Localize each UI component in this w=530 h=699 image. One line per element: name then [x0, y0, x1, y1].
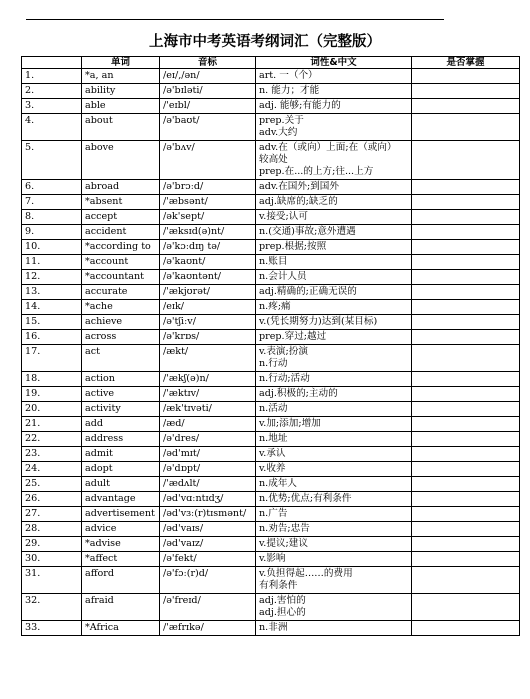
table-row — [22, 417, 520, 432]
table-row — [22, 99, 520, 114]
word-cell: accident — [82, 225, 160, 240]
phonetic-cell: /eɪk/ — [160, 300, 256, 315]
table-row — [22, 255, 520, 270]
meaning-cell — [256, 567, 412, 594]
row-number-cell: 3. — [22, 99, 82, 114]
phonetic-cell: /ə'dɒpt/ — [160, 462, 256, 477]
phonetic-cell: /ə'fɔː(r)d/ — [160, 567, 256, 594]
column-header-number — [22, 57, 82, 69]
row-number-cell: 25. — [22, 477, 82, 492]
mastered-cell — [412, 285, 520, 300]
mastered-cell — [412, 114, 520, 141]
table-row — [22, 462, 520, 477]
mastered-cell — [412, 345, 520, 372]
table-row — [22, 141, 520, 180]
phonetic-cell: /əd'vaɪs/ — [160, 522, 256, 537]
mastered-cell — [412, 300, 520, 315]
table-header-row — [22, 57, 520, 69]
table-row — [22, 537, 520, 552]
meaning-line: v.加;添加;增加 — [259, 418, 321, 429]
row-number-cell: 28. — [22, 522, 82, 537]
mastered-cell — [412, 507, 520, 522]
row-number-cell: 9. — [22, 225, 82, 240]
meaning-cell — [256, 594, 412, 621]
column-header-meaning: 词性&中文 — [256, 57, 412, 69]
phonetic-cell: /əd'mɪt/ — [160, 447, 256, 462]
row-number-cell: 22. — [22, 432, 82, 447]
meaning-cell — [256, 240, 412, 255]
mastered-cell — [412, 621, 520, 636]
phonetic-cell: /æk'tɪvəti/ — [160, 402, 256, 417]
meaning-line: n.行动 — [259, 358, 288, 369]
meaning-cell — [256, 210, 412, 225]
meaning-line: v.收养 — [259, 463, 286, 474]
row-number-cell: 7. — [22, 195, 82, 210]
phonetic-cell: /ək'sept/ — [160, 210, 256, 225]
phonetic-cell: /ə'fekt/ — [160, 552, 256, 567]
row-number-cell: 19. — [22, 387, 82, 402]
mastered-cell — [412, 462, 520, 477]
row-number-cell: 4. — [22, 114, 82, 141]
table-row — [22, 507, 520, 522]
phonetic-cell: /ə'freɪd/ — [160, 594, 256, 621]
meaning-line: adj.害怕的 — [259, 595, 306, 606]
table-row — [22, 621, 520, 636]
word-cell: ability — [82, 84, 160, 99]
mastered-cell — [412, 141, 520, 180]
mastered-cell — [412, 417, 520, 432]
row-number-cell: 20. — [22, 402, 82, 417]
meaning-cell — [256, 537, 412, 552]
row-number-cell: 15. — [22, 315, 82, 330]
row-number-cell: 6. — [22, 180, 82, 195]
word-cell: action — [82, 372, 160, 387]
meaning-line: adv.大约 — [259, 127, 298, 138]
meaning-line: v.表演;扮演 — [259, 346, 308, 357]
row-number-cell: 33. — [22, 621, 82, 636]
word-cell: activity — [82, 402, 160, 417]
phonetic-cell: /'eɪbl/ — [160, 99, 256, 114]
word-cell: act — [82, 345, 160, 372]
word-cell: advantage — [82, 492, 160, 507]
table-row — [22, 210, 520, 225]
meaning-cell — [256, 270, 412, 285]
meaning-line: n.劝告;忠告 — [259, 523, 310, 534]
header-rule — [26, 19, 444, 20]
table-row — [22, 387, 520, 402]
meaning-cell — [256, 522, 412, 537]
table-row — [22, 315, 520, 330]
meaning-line: 较高处 — [259, 154, 288, 165]
table-row — [22, 402, 520, 417]
phonetic-cell: /ə'baʊt/ — [160, 114, 256, 141]
table-row — [22, 84, 520, 99]
table-row — [22, 567, 520, 594]
row-number-cell: 16. — [22, 330, 82, 345]
mastered-cell — [412, 522, 520, 537]
mastered-cell — [412, 99, 520, 114]
meaning-cell — [256, 447, 412, 462]
table-row — [22, 432, 520, 447]
word-cell: abroad — [82, 180, 160, 195]
meaning-line: n.广告 — [259, 508, 288, 519]
mastered-cell — [412, 552, 520, 567]
word-cell: advertisement — [82, 507, 160, 522]
row-number-cell: 13. — [22, 285, 82, 300]
meaning-cell — [256, 477, 412, 492]
meaning-cell — [256, 417, 412, 432]
mastered-cell — [412, 330, 520, 345]
mastered-cell — [412, 432, 520, 447]
phonetic-cell: /ækt/ — [160, 345, 256, 372]
row-number-cell: 14. — [22, 300, 82, 315]
table-row — [22, 69, 520, 84]
meaning-line: v.承认 — [259, 448, 286, 459]
meaning-cell — [256, 300, 412, 315]
row-number-cell: 27. — [22, 507, 82, 522]
phonetic-cell: /əd'vɑːntɪdʒ/ — [160, 492, 256, 507]
table-row — [22, 522, 520, 537]
meaning-cell — [256, 180, 412, 195]
row-number-cell: 26. — [22, 492, 82, 507]
column-header-mastered: 是否掌握 — [412, 57, 520, 69]
word-cell: add — [82, 417, 160, 432]
phonetic-cell: /eɪ/,/ən/ — [160, 69, 256, 84]
meaning-cell — [256, 432, 412, 447]
meaning-cell — [256, 402, 412, 417]
mastered-cell — [412, 387, 520, 402]
meaning-line: adj.缺席的;缺乏的 — [259, 196, 338, 207]
phonetic-cell: /'ækjʊrət/ — [160, 285, 256, 300]
column-header-word: 单词 — [82, 57, 160, 69]
phonetic-cell: /ə'krɒs/ — [160, 330, 256, 345]
word-cell: achieve — [82, 315, 160, 330]
mastered-cell — [412, 84, 520, 99]
phonetic-cell: /'ækʃ(ə)n/ — [160, 372, 256, 387]
mastered-cell — [412, 567, 520, 594]
meaning-line: n.会计人员 — [259, 271, 307, 282]
word-cell: *affect — [82, 552, 160, 567]
table-row — [22, 594, 520, 621]
meaning-line: n.非洲 — [259, 622, 288, 633]
mastered-cell — [412, 315, 520, 330]
meaning-cell — [256, 345, 412, 372]
meaning-cell — [256, 315, 412, 330]
table-row — [22, 180, 520, 195]
table-row — [22, 300, 520, 315]
meaning-line: 有利条件 — [259, 580, 298, 591]
table-row — [22, 114, 520, 141]
phonetic-cell: /ə'kaʊnt/ — [160, 255, 256, 270]
phonetic-cell: /'æfrɪkə/ — [160, 621, 256, 636]
meaning-cell — [256, 195, 412, 210]
meaning-cell — [256, 84, 412, 99]
phonetic-cell: /'æksɪd(ə)nt/ — [160, 225, 256, 240]
phonetic-cell: /ə'dres/ — [160, 432, 256, 447]
meaning-line: n.账目 — [259, 256, 288, 267]
meaning-line: prep.在...的上方;往...上方 — [259, 166, 374, 177]
row-number-cell: 32. — [22, 594, 82, 621]
phonetic-cell: /ə'kaʊntənt/ — [160, 270, 256, 285]
phonetic-cell: /ə'tʃiːv/ — [160, 315, 256, 330]
meaning-cell — [256, 69, 412, 84]
row-number-cell: 17. — [22, 345, 82, 372]
meaning-line: n.成年人 — [259, 478, 298, 489]
meaning-line: n.疼;痛 — [259, 301, 291, 312]
row-number-cell: 29. — [22, 537, 82, 552]
meaning-line: prep.穿过;越过 — [259, 331, 327, 342]
phonetic-cell: /æd/ — [160, 417, 256, 432]
mastered-cell — [412, 69, 520, 84]
meaning-line: n.(交通)事故;意外遭遇 — [259, 226, 356, 237]
row-number-cell: 30. — [22, 552, 82, 567]
row-number-cell: 12. — [22, 270, 82, 285]
word-cell: adopt — [82, 462, 160, 477]
word-cell: across — [82, 330, 160, 345]
word-cell: *account — [82, 255, 160, 270]
mastered-cell — [412, 180, 520, 195]
table-row — [22, 285, 520, 300]
mastered-cell — [412, 477, 520, 492]
row-number-cell: 24. — [22, 462, 82, 477]
phonetic-cell: /ə'brɔːd/ — [160, 180, 256, 195]
mastered-cell — [412, 270, 520, 285]
meaning-cell — [256, 552, 412, 567]
meaning-line: n. 能力；才能 — [259, 85, 320, 96]
table-row — [22, 195, 520, 210]
meaning-line: n.地址 — [259, 433, 288, 444]
meaning-line: prep.关于 — [259, 115, 304, 126]
meaning-cell — [256, 492, 412, 507]
phonetic-cell: /ə'bɪləti/ — [160, 84, 256, 99]
word-cell: *Africa — [82, 621, 160, 636]
meaning-line: v.影响 — [259, 553, 286, 564]
meaning-line: v.提议;建议 — [259, 538, 308, 549]
table-row — [22, 447, 520, 462]
mastered-cell — [412, 225, 520, 240]
word-cell: afraid — [82, 594, 160, 621]
phonetic-cell: /'ædʌlt/ — [160, 477, 256, 492]
meaning-cell — [256, 372, 412, 387]
meaning-line: adj.精确的;正确无误的 — [259, 286, 357, 297]
mastered-cell — [412, 210, 520, 225]
meaning-line: adj. 能够;有能力的 — [259, 100, 341, 111]
table-row — [22, 330, 520, 345]
meaning-cell — [256, 99, 412, 114]
word-cell: above — [82, 141, 160, 180]
word-cell: able — [82, 99, 160, 114]
table-row — [22, 345, 520, 372]
word-cell: address — [82, 432, 160, 447]
mastered-cell — [412, 594, 520, 621]
word-cell: *a, an — [82, 69, 160, 84]
meaning-cell — [256, 225, 412, 240]
meaning-line: v.(凭长期努力)达到(某目标) — [259, 316, 378, 327]
phonetic-cell: /əd'vɜː(r)tɪsmənt/ — [160, 507, 256, 522]
table-row — [22, 477, 520, 492]
word-cell: accept — [82, 210, 160, 225]
mastered-cell — [412, 447, 520, 462]
meaning-line: v.负担得起……的费用 — [259, 568, 353, 579]
row-number-cell: 21. — [22, 417, 82, 432]
meaning-line: adj.积极的;主动的 — [259, 388, 338, 399]
word-cell: adult — [82, 477, 160, 492]
meaning-line: v.接受;认可 — [259, 211, 308, 222]
meaning-line: adv.在国外;到国外 — [259, 181, 339, 192]
word-cell: *ache — [82, 300, 160, 315]
word-cell: about — [82, 114, 160, 141]
mastered-cell — [412, 195, 520, 210]
phonetic-cell: /'æbsənt/ — [160, 195, 256, 210]
row-number-cell: 10. — [22, 240, 82, 255]
word-cell: *absent — [82, 195, 160, 210]
word-cell: accurate — [82, 285, 160, 300]
word-cell: afford — [82, 567, 160, 594]
meaning-line: n.行动;活动 — [259, 373, 310, 384]
row-number-cell: 8. — [22, 210, 82, 225]
meaning-cell — [256, 507, 412, 522]
word-cell: admit — [82, 447, 160, 462]
table-row — [22, 552, 520, 567]
meaning-line: art. 一（个） — [259, 70, 318, 81]
meaning-line: adv.在（或向）上面;在（或向） — [259, 142, 397, 153]
word-cell: *advise — [82, 537, 160, 552]
mastered-cell — [412, 492, 520, 507]
table-row — [22, 492, 520, 507]
mastered-cell — [412, 255, 520, 270]
mastered-cell — [412, 372, 520, 387]
row-number-cell: 1. — [22, 69, 82, 84]
table-row — [22, 372, 520, 387]
meaning-cell — [256, 330, 412, 345]
phonetic-cell: /ə'kɔːdɪŋ tə/ — [160, 240, 256, 255]
meaning-cell — [256, 255, 412, 270]
meaning-line: n.活动 — [259, 403, 288, 414]
table-row — [22, 270, 520, 285]
table-row — [22, 225, 520, 240]
word-cell: *accountant — [82, 270, 160, 285]
word-cell: *according to — [82, 240, 160, 255]
row-number-cell: 31. — [22, 567, 82, 594]
word-cell: active — [82, 387, 160, 402]
vocabulary-table — [21, 56, 520, 636]
mastered-cell — [412, 240, 520, 255]
meaning-cell — [256, 285, 412, 300]
meaning-cell — [256, 387, 412, 402]
word-cell: advice — [82, 522, 160, 537]
row-number-cell: 11. — [22, 255, 82, 270]
meaning-cell — [256, 621, 412, 636]
mastered-cell — [412, 537, 520, 552]
row-number-cell: 23. — [22, 447, 82, 462]
meaning-cell — [256, 114, 412, 141]
mastered-cell — [412, 402, 520, 417]
table-row — [22, 240, 520, 255]
phonetic-cell: /'æktɪv/ — [160, 387, 256, 402]
meaning-cell — [256, 462, 412, 477]
meaning-line: n.优势;优点;有利条件 — [259, 493, 352, 504]
meaning-line: adj.担心的 — [259, 607, 306, 618]
meaning-line: prep.根据;按照 — [259, 241, 327, 252]
row-number-cell: 2. — [22, 84, 82, 99]
phonetic-cell: /əd'vaɪz/ — [160, 537, 256, 552]
meaning-cell — [256, 141, 412, 180]
column-header-phonetic: 音标 — [160, 57, 256, 69]
row-number-cell: 5. — [22, 141, 82, 180]
row-number-cell: 18. — [22, 372, 82, 387]
phonetic-cell: /ə'bʌv/ — [160, 141, 256, 180]
page-title: 上海市中考英语考纲词汇（完整版） — [149, 34, 381, 50]
